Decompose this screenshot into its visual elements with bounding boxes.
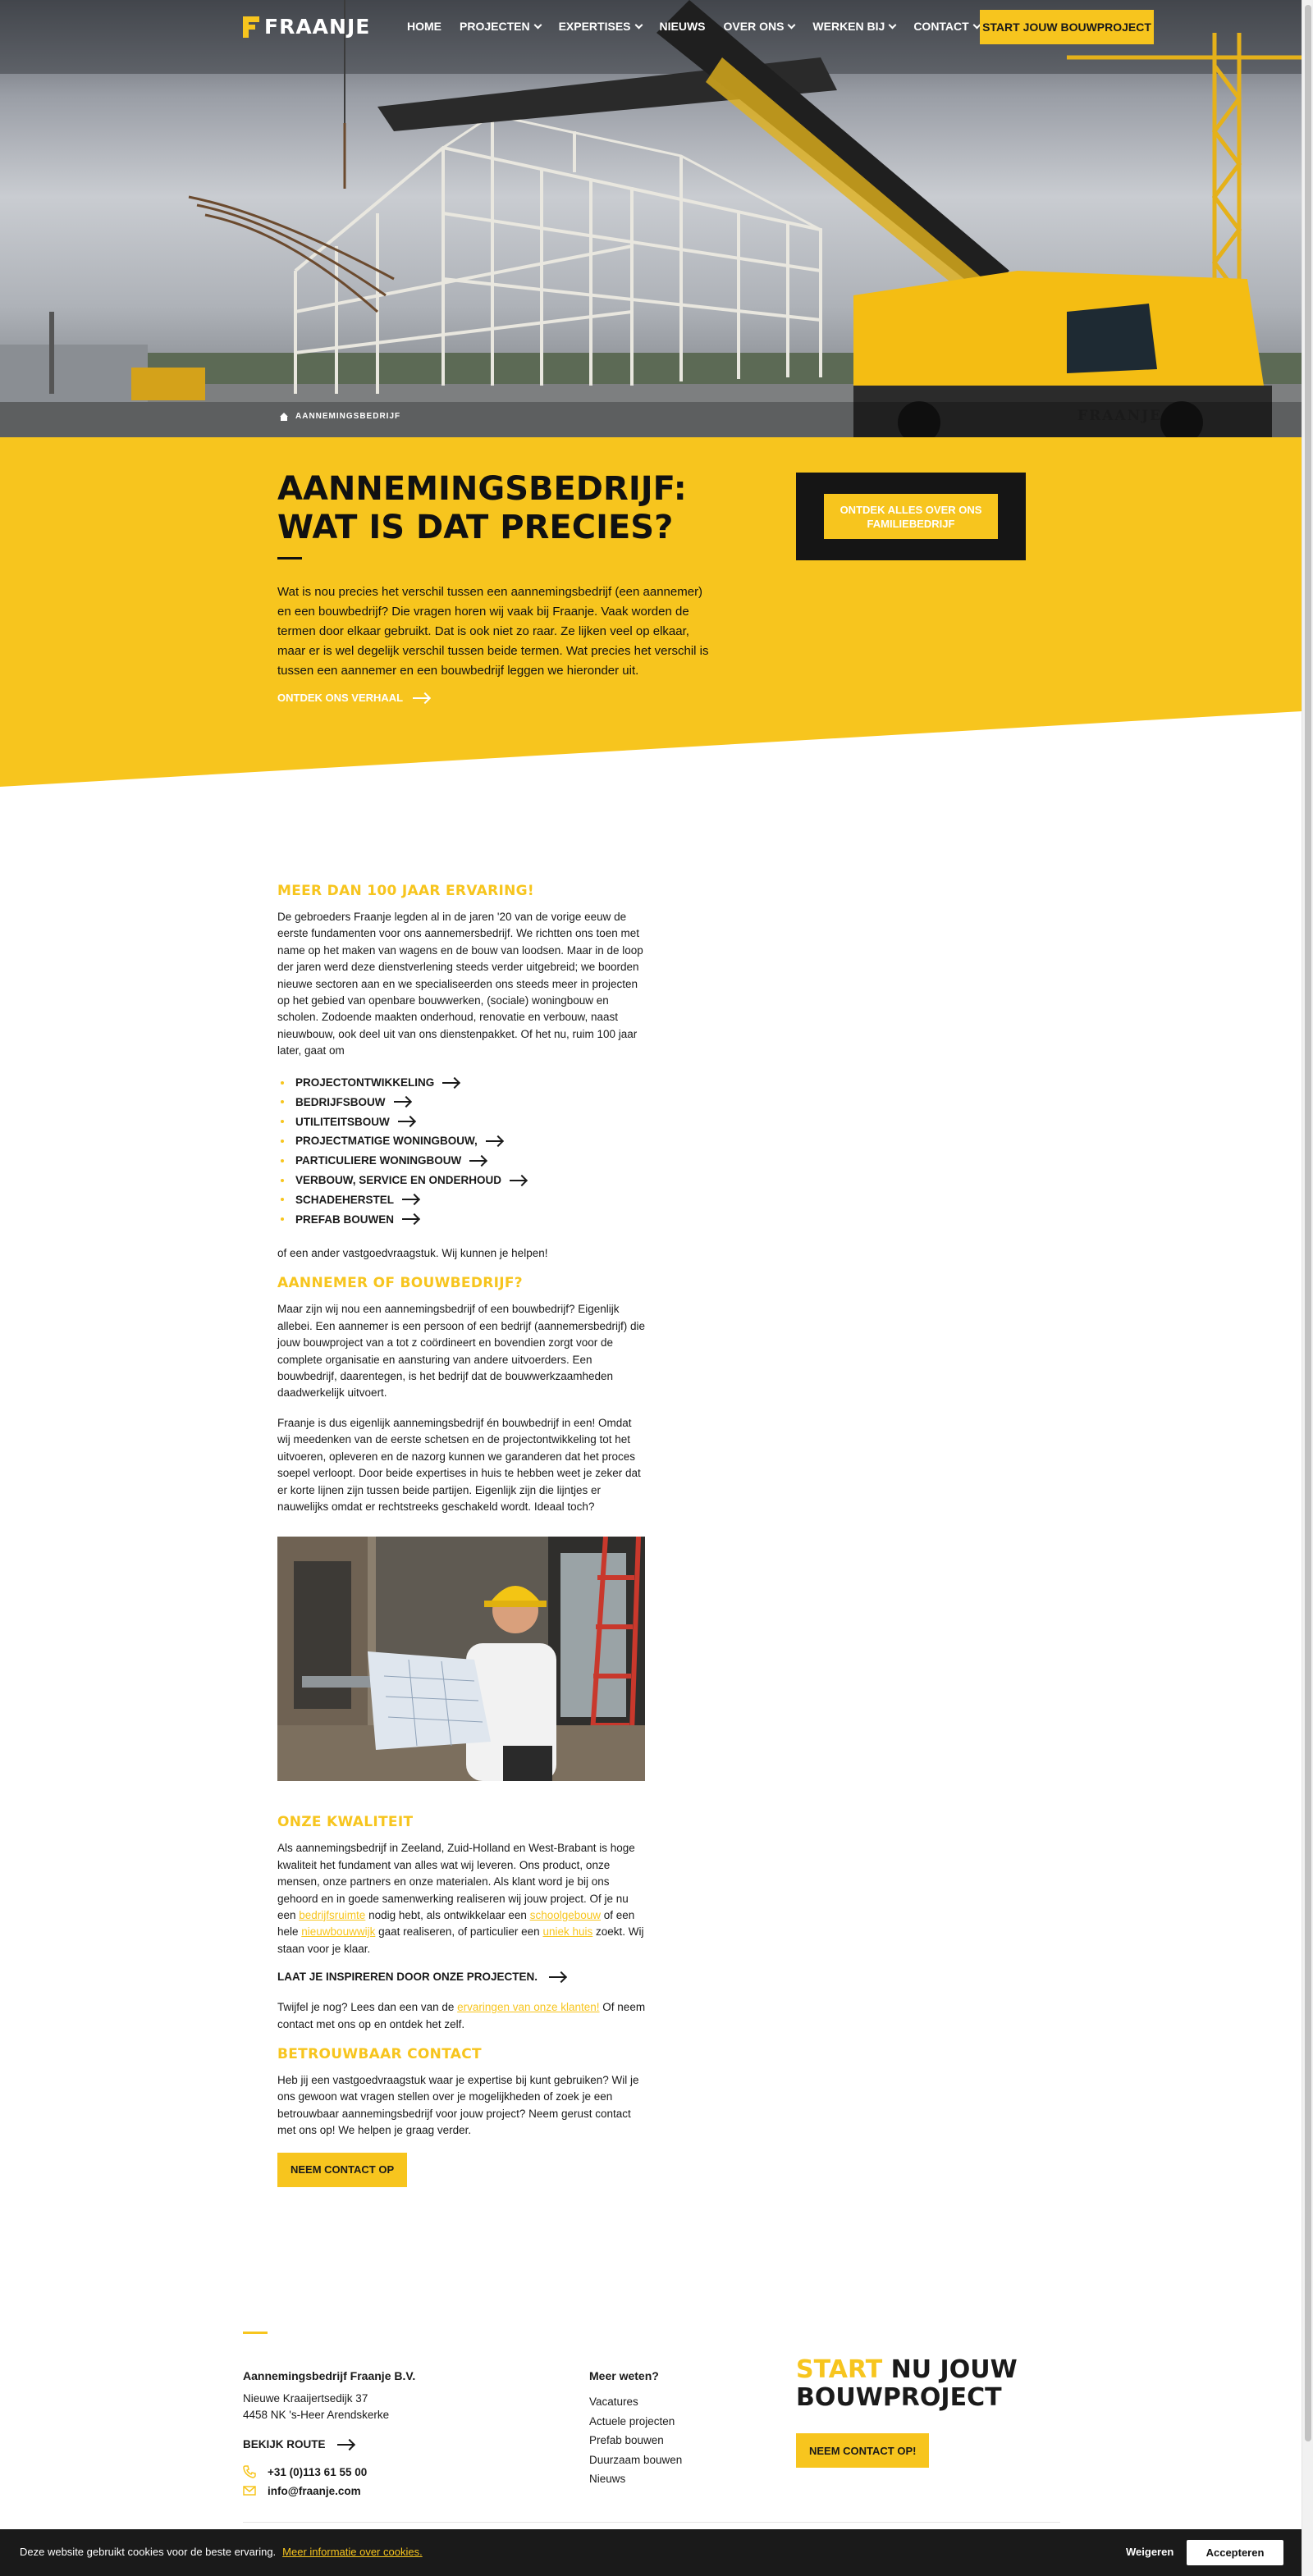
link-nieuwbouwwijk[interactable]: nieuwbouwwijk	[301, 1925, 376, 1939]
logo-mark-icon	[243, 16, 259, 38]
projects-inspiration-label: LAAT JE INSPIREREN DOOR ONZE PROJECTEN.	[277, 1971, 538, 1984]
menu-label: HOME	[407, 20, 441, 33]
route-link[interactable]	[243, 2438, 538, 2450]
quality-text-part: of een hele	[277, 1908, 635, 1939]
contact-text: Heb jij een vastgoedvraagstuk waar je expertise bij kunt gebruiken? Wil je ons gewoon wat vragen stellen over je mogelijkheden of zoek je een betrouwbaar aannemingsbedrijf voor jouw project? Neem gerust contact met ons op! We helpen je graag verder.	[277, 2073, 639, 2137]
experience-closing-text: of een ander vastgoedvraagstuk. Wij kunnen je helpen!	[277, 1247, 548, 1260]
service-label: SCHADEHERSTEL	[295, 1193, 395, 1206]
service-item[interactable]	[277, 1171, 647, 1190]
discover-story-link[interactable]	[277, 692, 429, 704]
menu-label: OVER ONS	[723, 20, 785, 33]
menu-item-contact[interactable]	[913, 20, 979, 33]
arrow-right-icon	[486, 1140, 502, 1142]
footer-address	[243, 2391, 538, 2423]
truck-brand-text: FRAANJE	[1077, 408, 1163, 424]
cookie-accept-button[interactable]: Accepteren	[1187, 2540, 1283, 2565]
service-label: VERBOUW, SERVICE EN ONDERHOUD	[295, 1174, 502, 1187]
service-item[interactable]	[277, 1092, 647, 1112]
title-divider	[277, 557, 302, 560]
menu-item-werken-bij[interactable]	[812, 20, 895, 33]
arrow-right-icon	[549, 1976, 565, 1978]
worker-photo	[277, 1537, 645, 1781]
bullet-icon	[281, 1081, 284, 1085]
footer-company-name: Aannemingsbedrijf Fraanje B.V.	[243, 2369, 416, 2382]
service-item[interactable]	[277, 1073, 647, 1093]
service-label: PROJECTONTWIKKELING	[295, 1076, 435, 1089]
contractor-heading: AANNEMER OF BOUWBEDRIJF?	[277, 1275, 523, 1292]
footer-link-prefab[interactable]: Prefab bouwen	[589, 2434, 664, 2446]
footer-phone[interactable]	[243, 2465, 538, 2478]
intro-text: Wat is nou precies het verschil tussen een aannemingsbedrijf (een aannemer) en een bouwbedrijf? Die vragen horen wij vaak bij Fraanje. Vaak worden de termen door elkaar gebruikt. Dat is ook niet zo raar. Ze lijken veel op elkaar, maar er is wel degelijk verschil tussen beide termen. Wat precies het verschil is tussen een aannemer en een bouwbedrijf leggen we hieronder uit.	[277, 585, 709, 678]
contact-heading: BETROUWBAAR CONTACT	[277, 2045, 482, 2062]
cookie-more-info-link[interactable]: Meer informatie over cookies.	[282, 2546, 423, 2558]
cookie-bar	[0, 2529, 1313, 2576]
main-navigation	[0, 0, 1302, 54]
arrow-right-icon	[402, 1218, 419, 1220]
chevron-down-icon	[788, 21, 796, 29]
footer-link-nieuws[interactable]: Nieuws	[589, 2473, 626, 2485]
quality-text-part: zoekt. Wij staan voor je klaar.	[277, 1925, 644, 1955]
contact-button[interactable]: NEEM CONTACT OP	[277, 2153, 407, 2187]
intro-section	[0, 437, 1302, 790]
start-project-button[interactable]: START JOUW BOUWPROJECT	[980, 10, 1154, 44]
footer-cta-heading	[796, 2356, 1067, 2412]
bullet-icon	[281, 1198, 284, 1201]
service-item[interactable]	[277, 1151, 647, 1171]
service-label: UTILITEITSBOUW	[295, 1115, 390, 1128]
breadcrumb-current: AANNEMINGSBEDRIJF	[295, 412, 401, 421]
footer-links-heading: Meer weten?	[589, 2369, 659, 2382]
footer-address-column	[243, 2369, 538, 2503]
experience-heading: MEER DAN 100 JAAR ERVARING!	[277, 883, 534, 899]
email-address: info@fraanje.com	[268, 2484, 361, 2497]
doubt-text	[277, 1999, 647, 2033]
phone-icon	[243, 2465, 256, 2478]
route-label: BEKIJK ROUTE	[243, 2438, 326, 2450]
footer-street: Nieuwe Kraaijertsedijk 37	[243, 2392, 368, 2405]
cookie-message	[20, 2546, 423, 2558]
logo-text: FRAANJE	[264, 15, 371, 39]
chevron-down-icon	[889, 21, 897, 29]
contractor-text-2: Fraanje is dus eigenlijk aannemingsbedrijf én bouwbedrijf in een! Omdat wij meedenken van de eerste schetsen en de projectontwikkeling tot het uitvoeren, opleveren en de nazorg kunnen we garanderen dat het proces soepel verloopt. Door beide expertises in huis te hebben weet je zeker dat er korte lijnen zijn tussen beide partijen. Eigenlijk zijn die lijntjes er nauwelijks omdat er rechtstreeks geschakeld wordt. Ideaal toch?	[277, 1416, 641, 1513]
mail-icon	[243, 2484, 256, 2497]
footer-divider	[243, 2332, 268, 2334]
footer-link-duurzaam[interactable]: Duurzaam bouwen	[589, 2453, 683, 2466]
footer-cta-highlight: START	[796, 2355, 883, 2384]
menu-label: WERKEN BIJ	[812, 20, 885, 33]
footer-city: 4458 NK 's-Heer Arendskerke	[243, 2409, 390, 2421]
arrow-right-icon	[413, 697, 429, 699]
arrow-right-icon	[510, 1180, 526, 1181]
discover-story-label: ONTDEK ONS VERHAAL	[277, 692, 404, 704]
menu-label: NIEUWS	[659, 20, 706, 33]
menu-item-nieuws[interactable]	[660, 20, 706, 33]
footer-email[interactable]	[243, 2484, 538, 2497]
arrow-right-icon	[337, 2444, 354, 2446]
menu-item-over-ons[interactable]	[724, 20, 795, 33]
arrow-right-icon	[394, 1101, 410, 1103]
bullet-icon	[281, 1159, 284, 1162]
bullet-icon	[281, 1217, 284, 1221]
arrow-right-icon	[402, 1199, 419, 1200]
service-item[interactable]	[277, 1190, 647, 1209]
bullet-icon	[281, 1100, 284, 1103]
footer-links-column	[589, 2369, 753, 2489]
worker-illustration	[277, 1537, 645, 1781]
footer-cta-text-line-2: BOUWPROJECT	[796, 2383, 1002, 2412]
page-scrollbar[interactable]	[1302, 0, 1313, 2576]
page-title-line-1: AANNEMINGSBEDRIJF:	[277, 470, 687, 508]
arrow-right-icon	[442, 1082, 459, 1084]
service-label: PARTICULIERE WONINGBOUW	[295, 1154, 462, 1167]
doubt-text-part: Twijfel je nog? Lees dan een van de	[277, 2001, 458, 2014]
bullet-icon	[281, 1179, 284, 1182]
footer-link-vacatures[interactable]: Vacatures	[589, 2396, 638, 2408]
menu-label: CONTACT	[913, 20, 969, 33]
menu-item-expertises[interactable]	[559, 20, 642, 33]
experience-text: De gebroeders Fraanje legden al in de jaren '20 van de vorige eeuw de eerste fundamenten voor ons aannemersbedrijf. We richtten ons toen met name op het maken van wagens en de bouw van loodsen. Maar in de loop der jaren werd deze dienstverlening steeds verder uitgebreid; we boorden nieuwe sectoren aan en we specialiseerden ons steeds meer in projecten op het gebied van openbare bouwwerken, (sociale) woningbouw en scholen. Zodoende maakten onderhoud, renovatie en verbouw, naast nieuwbouw, ook deel uit van ons dienstenpakket. Of het nu, ruim 100 jaar later, gaat om	[277, 911, 643, 1057]
quality-heading: ONZE KWALITEIT	[277, 1814, 414, 1831]
scrollbar-thumb[interactable]	[1305, 5, 1311, 2441]
cookie-deny-button[interactable]: Weigeren	[1126, 2546, 1174, 2558]
service-label: PREFAB BOUWEN	[295, 1213, 395, 1226]
menu	[407, 20, 980, 33]
menu-item-projecten[interactable]	[460, 20, 541, 33]
footer-cta-column	[796, 2356, 1067, 2468]
quality-text	[277, 1840, 647, 1957]
footer-cta-text: NU JOUW	[882, 2355, 1018, 2384]
service-item[interactable]	[277, 1209, 647, 1229]
arrow-right-icon	[469, 1160, 486, 1162]
menu-item-home[interactable]	[407, 20, 441, 33]
service-item[interactable]	[277, 1131, 647, 1151]
service-item[interactable]	[277, 1112, 647, 1131]
page-title	[277, 470, 737, 547]
family-business-box	[796, 473, 1026, 560]
hero-construction-photo	[0, 0, 1302, 437]
chevron-down-icon	[634, 21, 643, 29]
link-bedrijfsruimte[interactable]: bedrijfsruimte	[299, 1908, 366, 1921]
bullet-icon	[281, 1120, 284, 1123]
hero-banner	[0, 0, 1302, 437]
service-label: PROJECTMATIGE WONINGBOUW,	[295, 1135, 478, 1148]
contractor-text-1: Maar zijn wij nou een aannemingsbedrijf of een bouwbedrijf? Eigenlijk allebei. Een aannemer is een persoon of een bedrijf (aannemersbedrijf) die jouw bouwproject van a tot z coördineert en bovendien zorgt voor de complete organisatie en aansturing van andere uitvoerders. Een bouwbedrijf, daarentegen, is het bedrijf dat de bouwwerkzaamheden daadwerkelijk uitvoert.	[277, 1303, 646, 1400]
footer-link-projects[interactable]: Actuele projecten	[589, 2414, 675, 2428]
menu-label: PROJECTEN	[460, 20, 530, 33]
breadcrumb	[279, 412, 400, 421]
footer-bottom-divider	[243, 2522, 1060, 2523]
link-client-experiences[interactable]: ervaringen van onze klanten!	[457, 2001, 600, 2014]
phone-number: +31 (0)113 61 55 00	[268, 2465, 368, 2478]
link-uniek-huis[interactable]: uniek huis	[542, 1925, 593, 1939]
menu-label: EXPERTISES	[558, 20, 631, 33]
family-business-button[interactable]: ONTDEK ALLES OVER ONS FAMILIEBEDRIJF	[824, 494, 998, 539]
cookie-text: Deze website gebruikt cookies voor de beste ervaring.	[20, 2546, 277, 2558]
services-list	[277, 1073, 647, 1229]
service-label: BEDRIJFSBOUW	[295, 1095, 386, 1108]
home-icon[interactable]	[279, 413, 289, 421]
bullet-icon	[281, 1140, 284, 1143]
quality-text-part: nodig hebt, als ontwikkelaar een	[365, 1908, 530, 1921]
quality-text-part: gaat realiseren, of particulier een	[375, 1925, 543, 1939]
arrow-right-icon	[398, 1121, 414, 1122]
main-content	[277, 883, 647, 2187]
quality-text-part: Als aannemingsbedrijf in Zeeland, Zuid-Holland en West-Brabant is hoge kwaliteit het fundament van alles wat wij leveren. Ons product, onze mensen, onze partners en onze materialen. Als klant word je bij ons gehoord en in goede samenwerking realiseren wij jouw project. Of je nu een	[277, 1842, 635, 1921]
page-title-line-2: WAT IS DAT PRECIES?	[277, 509, 674, 546]
chevron-down-icon	[533, 21, 542, 29]
footer-contact-button[interactable]: NEEM CONTACT OP!	[796, 2433, 929, 2468]
link-schoolgebouw[interactable]: schoolgebouw	[529, 1908, 602, 1921]
doubt-text-part: Of neem contact met ons op en ontdek het zelf.	[277, 2001, 646, 2030]
logo[interactable]	[243, 15, 370, 39]
projects-inspiration-link[interactable]	[277, 1971, 647, 1983]
